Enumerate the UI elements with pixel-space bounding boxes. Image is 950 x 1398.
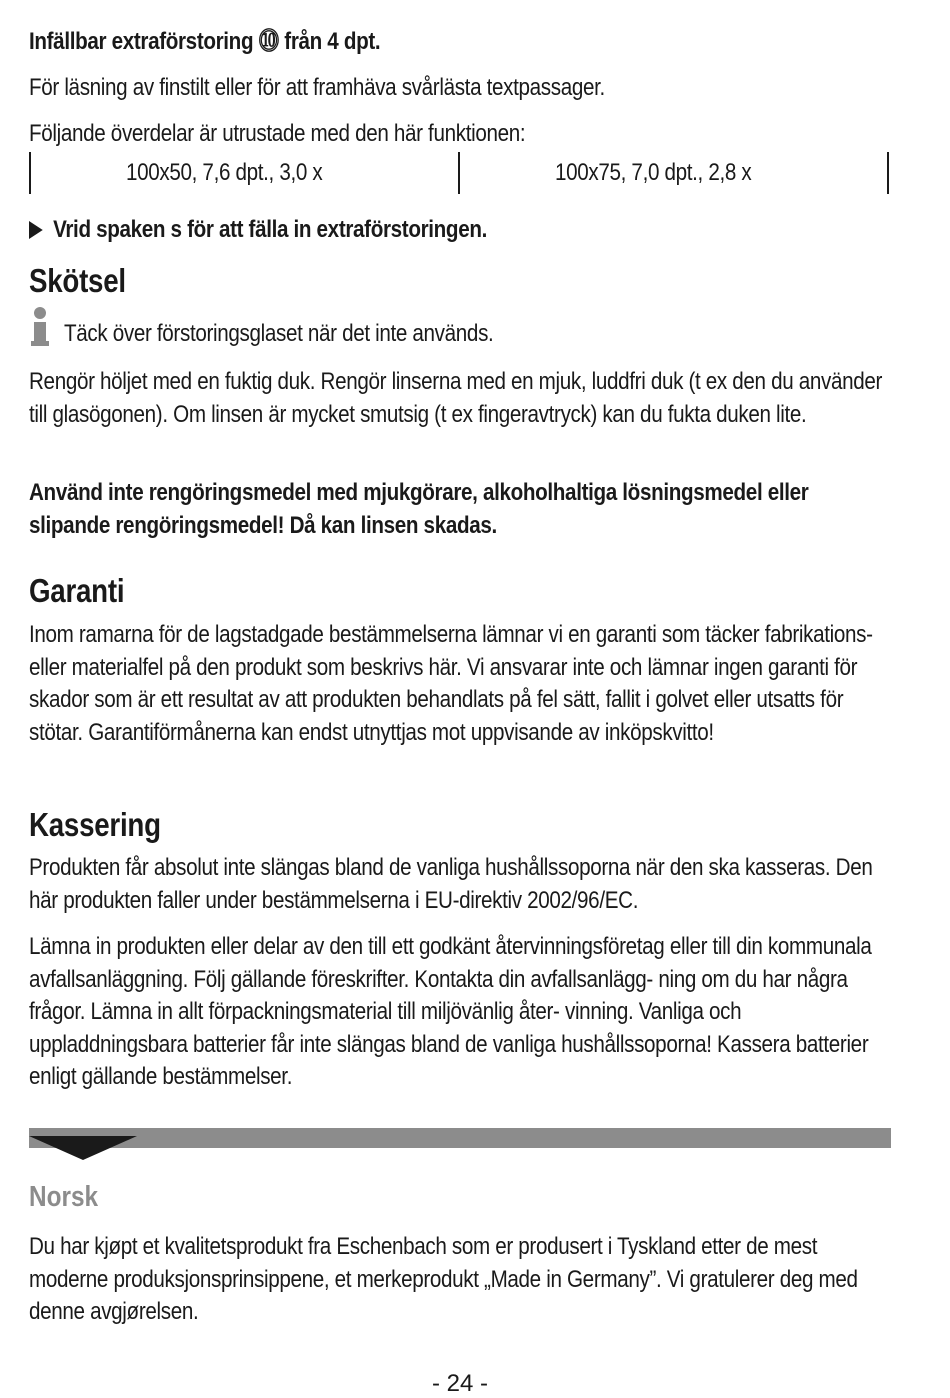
instruction-text: Vrid spaken s för att fälla in extraförstoringen. (53, 216, 487, 243)
info-icon (29, 306, 51, 348)
lens-table (29, 152, 891, 194)
table-divider (29, 152, 31, 194)
norsk-p1: Du har kjøpt et kvalitetsprodukt fra Eschenbach som er produsert i Tyskland etter de mest moderne produksjonsprinsippene, et merkeprodukt „Made in Germany”. Vi gratulerer deg med denne avgjørelsen. (29, 1233, 858, 1325)
skotsel-warning: Använd inte rengöringsmedel med mjukgörare, alkoholhaltiga lösningsmedel eller slipande rengöringsmedel! Då kan linsen skadas. (29, 479, 809, 539)
extra-heading: Infällbar extraförstoring ⓾ från 4 dpt. (29, 28, 381, 55)
skotsel-note: Täck över förstoringsglaset när det inte används. (64, 320, 494, 347)
section-divider (29, 1128, 891, 1148)
table-divider (887, 152, 889, 194)
arrow-right-icon (29, 221, 43, 239)
extra-p1: För läsning av finstilt eller för att framhäva svårlästa textpassager. (29, 74, 605, 101)
heading-kassering: Kassering (29, 806, 161, 843)
divider-triangle-icon (29, 1136, 137, 1160)
table-cell: 100x50, 7,6 dpt., 3,0 x (126, 159, 323, 186)
page-number: - 24 - (431, 1370, 488, 1397)
instruction (29, 214, 891, 247)
heading-garanti: Garanti (29, 572, 125, 609)
skotsel-p1: Rengör höljet med en fuktig duk. Rengör linserna med en mjuk, luddfri duk (t ex den du använder till glasögonen). Om linsen är mycket smutsig (t ex fingeravtryck) kan du fukta duken lite. (29, 368, 883, 428)
table-divider (458, 152, 460, 194)
extra-p2: Följande överdelar är utrustade med den här funktionen: (29, 120, 526, 147)
kassering-p1: Produkten får absolut inte slängas bland de vanliga hushållssoporna när den ska kasseras. Den här produkten faller under bestämmelserna i EU-direktiv 2002/96/EC. (29, 854, 873, 914)
heading-skotsel: Skötsel (29, 262, 126, 299)
heading-norsk: Norsk (29, 1181, 99, 1213)
kassering-p2: Lämna in produkten eller delar av den till ett godkänt återvinningsföretag eller till din kommunala avfallsanläggning. Följ gällande föreskrifter. Kontakta din avfallsanlägg- ning om du har några frågor. Lämna in allt förpackningsmaterial till miljövänlig åter- vinning. Vanliga och uppladdningsbara batterier får inte slängas bland de vanliga hushållssoporna! Kassera batterier enligt gällande bestämmelser. (29, 933, 872, 1090)
garanti-p1: Inom ramarna för de lagstadgade bestämmelserna lämnar vi en garanti som täcker fabrikations- eller materialfel på den produkt som beskrivs här. Vi ansvarar inte och lämnar ingen garanti för skador som är ett resultat av att produkten behandlats på fel sätt, fallit i golvet eller utsatts för stötar. Garantiförmånerna kan endst utnyttjas mot uppvisande av inköpskvitto! (29, 621, 873, 746)
table-cell: 100x75, 7,0 dpt., 2,8 x (555, 159, 752, 186)
